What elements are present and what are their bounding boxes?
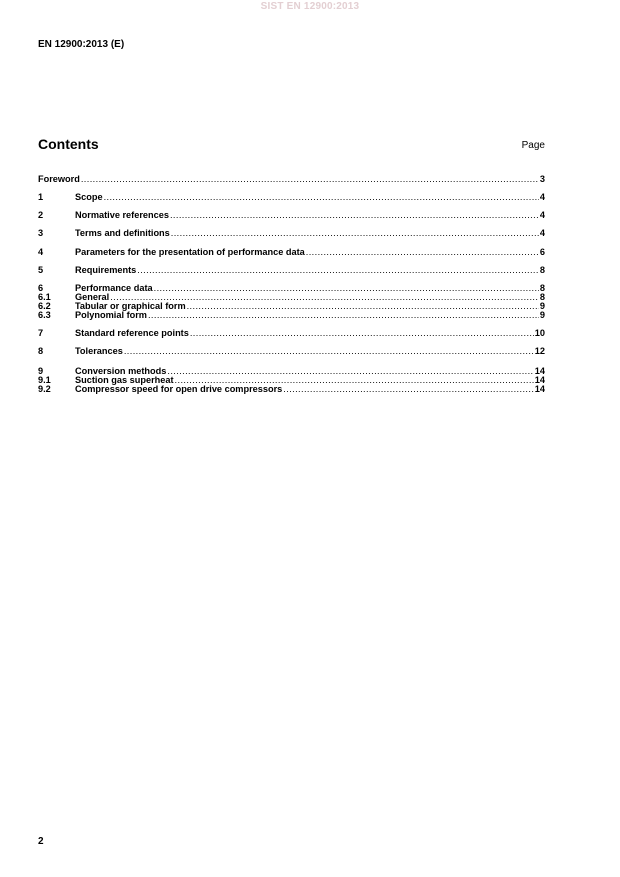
toc-entry-title: Suction gas superheat [75, 375, 174, 385]
toc-entry-page: 8 [539, 265, 545, 275]
toc-entry-normative-references[interactable] [38, 211, 545, 220]
page-number: 2 [38, 836, 44, 847]
toc-entry-standard-reference-points[interactable] [38, 329, 545, 338]
table-of-contents [38, 175, 545, 394]
toc-entry-parameters[interactable] [38, 248, 545, 257]
toc-entry-number: 9.1 [38, 375, 51, 385]
toc-entry-number: 6.3 [38, 310, 51, 320]
dot-leader [167, 367, 533, 376]
dot-leader [124, 347, 534, 356]
page-column-label: Page [521, 140, 545, 151]
toc-entry-foreword[interactable] [38, 175, 545, 184]
toc-entry-title: Standard reference points [75, 328, 189, 338]
toc-entry-title: Normative references [75, 210, 169, 220]
toc-entry-terms-and-definitions[interactable] [38, 229, 545, 238]
toc-entry-title: General [75, 292, 110, 302]
dot-leader [190, 329, 534, 338]
toc-entry-page: 14 [534, 375, 545, 385]
dot-leader [306, 248, 539, 257]
toc-entry-tolerances[interactable] [38, 347, 545, 356]
toc-entry-title: Tabular or graphical form [75, 301, 186, 311]
toc-entry-number: 4 [38, 247, 44, 257]
toc-entry-page: 6 [539, 247, 545, 257]
toc-entry-title: Performance data [75, 283, 153, 293]
toc-entry-number: 3 [38, 228, 44, 238]
toc-entry-compressor-speed[interactable] [38, 385, 545, 394]
toc-entry-number: 2 [38, 210, 44, 220]
toc-entry-number: 6.2 [38, 301, 51, 311]
toc-entry-polynomial-form[interactable] [38, 311, 545, 320]
toc-entry-title: Scope [75, 192, 103, 202]
toc-entry-number: 8 [38, 346, 44, 356]
toc-entry-title: Terms and definitions [75, 228, 170, 238]
dot-leader [187, 302, 539, 311]
toc-entry-title: Foreword [38, 174, 80, 184]
dot-leader [154, 284, 539, 293]
toc-entry-title: Parameters for the presentation of performance data [75, 247, 305, 257]
dot-leader [104, 193, 539, 202]
document-id: EN 12900:2013 (E) [38, 39, 125, 50]
toc-entry-number: 7 [38, 328, 44, 338]
toc-entry-number: 1 [38, 192, 44, 202]
toc-entry-page: 8 [539, 283, 545, 293]
toc-entry-requirements[interactable] [38, 266, 545, 275]
toc-entry-page: 14 [534, 366, 545, 376]
toc-entry-scope[interactable] [38, 193, 545, 202]
toc-entry-number: 9 [38, 366, 44, 376]
toc-entry-title: Conversion methods [75, 366, 167, 376]
toc-entry-title: Tolerances [75, 346, 123, 356]
toc-entry-page: 9 [539, 310, 545, 320]
watermark: SIST EN 12900:2013 [260, 1, 360, 12]
toc-entry-number: 6.1 [38, 292, 51, 302]
toc-entry-page: 4 [539, 228, 545, 238]
toc-entry-title: Compressor speed for open drive compressors [75, 384, 283, 394]
dot-leader [171, 229, 539, 238]
toc-entry-page: 3 [539, 174, 545, 184]
toc-entry-page: 10 [534, 328, 545, 338]
toc-entry-performance-data[interactable] [38, 284, 545, 293]
contents-heading: Contents [38, 136, 99, 152]
toc-entry-page: 9 [539, 301, 545, 311]
dot-leader [283, 385, 533, 394]
toc-entry-page: 4 [539, 192, 545, 202]
toc-entry-page: 4 [539, 210, 545, 220]
toc-entry-title: Polynomial form [75, 310, 147, 320]
dot-leader [81, 175, 539, 184]
toc-entry-page: 8 [539, 292, 545, 302]
dot-leader [148, 311, 539, 320]
toc-entry-number: 6 [38, 283, 44, 293]
dot-leader [170, 211, 539, 220]
toc-entry-number: 5 [38, 265, 44, 275]
toc-entry-page: 12 [534, 346, 545, 356]
toc-entry-page: 14 [534, 384, 545, 394]
toc-entry-title: Requirements [75, 265, 137, 275]
toc-entry-number: 9.2 [38, 384, 51, 394]
dot-leader [137, 266, 539, 275]
